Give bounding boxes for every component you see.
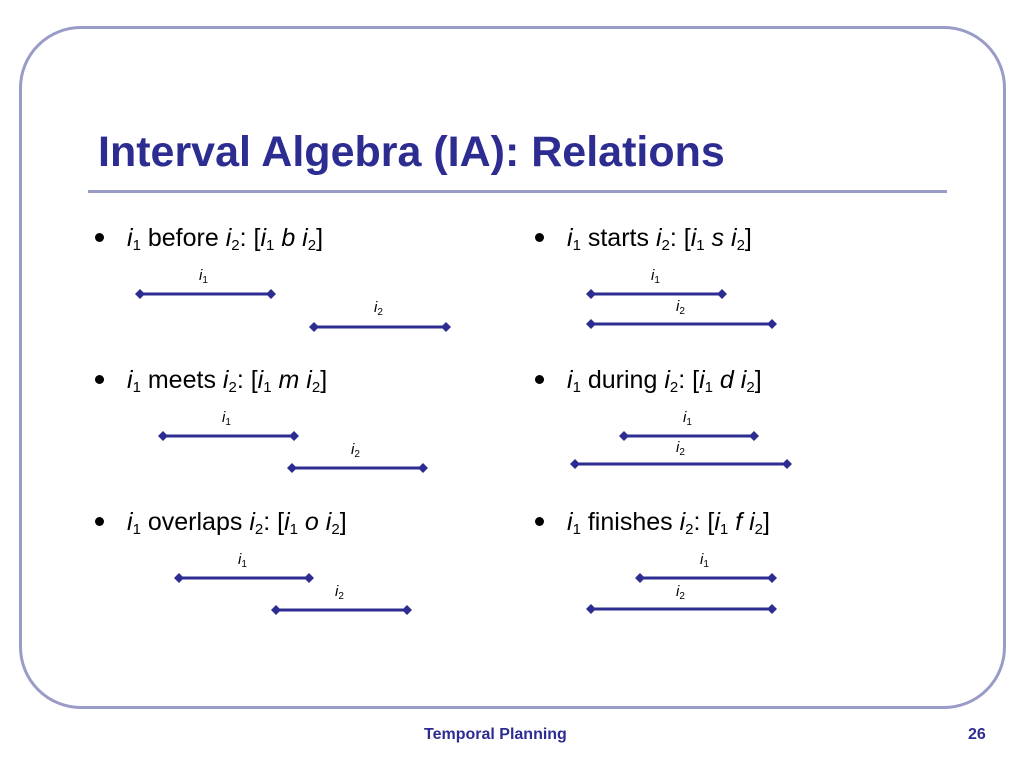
relation-meets: $i_1$ meets $i_2$: [$i_1$ m $i_2$] — [95, 366, 327, 395]
finishes-i2-label: $i_2$ — [676, 583, 685, 602]
finishes-i1-label: $i_1$ — [700, 551, 709, 570]
relation-overlaps: $i_1$ overlaps $i_2$: [$i_1$ o $i_2$] — [95, 508, 347, 537]
starts-i2-label: $i_2$ — [676, 298, 685, 317]
meets-i2-label: $i_2$ — [351, 441, 360, 460]
during-i2-label: $i_2$ — [676, 439, 685, 458]
interval-endpoint-markers — [135, 289, 792, 615]
page-number: 26 — [968, 726, 986, 743]
relation-starts: $i_1$ starts $i_2$: [$i_1$ s $i_2$] — [535, 224, 752, 253]
starts-i1-label: $i_1$ — [651, 267, 660, 286]
during-i1-label: $i_1$ — [683, 409, 692, 428]
footer-title: Temporal Planning — [424, 726, 567, 743]
before-i1-label: $i_1$ — [199, 267, 208, 286]
meets-i1-label: $i_1$ — [222, 409, 231, 428]
slide-title: Interval Algebra (IA): Relations — [98, 128, 725, 176]
relation-before: $i_1$ before $i_2$: [$i_1$ b $i_2$] — [95, 224, 323, 253]
before-i2-label: $i_2$ — [374, 299, 383, 318]
overlaps-i2-label: $i_2$ — [335, 583, 344, 602]
overlaps-i1-label: $i_1$ — [238, 551, 247, 570]
relation-finishes: $i_1$ finishes $i_2$: [$i_1$ f $i_2$] — [535, 508, 770, 537]
relation-during: $i_1$ during $i_2$: [$i_1$ d $i_2$] — [535, 366, 762, 395]
